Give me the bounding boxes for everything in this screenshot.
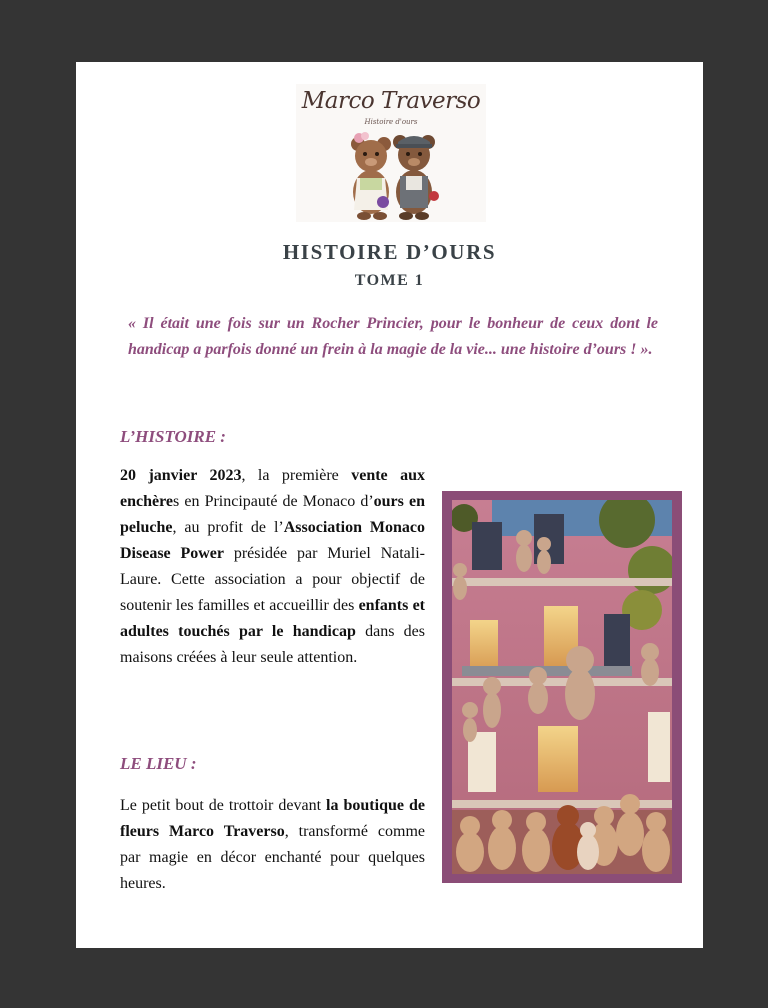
building-teddy-bears-photo (452, 500, 672, 874)
histoire-auction: vente aux enchère (120, 467, 425, 510)
photo-frame (442, 491, 682, 883)
logo-brand-name: Marco Traverso (301, 88, 481, 114)
histoire-text-4: présidée par Muriel Natali-Laure. Cette association a pour objectif de soutenir les familles et accueillir des (120, 545, 426, 614)
histoire-text-5: dans des maisons créées à leur seule attention. (120, 623, 425, 666)
intro-quote: « Il était une fois sur un Rocher Princier, pour le bonheur de ceux dont le handicap a parfois donné un frein à la magie de la vie... une histoire d’ours ! ». (128, 315, 658, 358)
logo-tagline: Histoire d'ours (364, 118, 418, 126)
lieu-text-2: , transformé comme par magie en décor enchanté pour quelques heures. (120, 823, 425, 892)
page-subtitle: TOME 1 (354, 272, 425, 289)
histoire-text-2: s en Principauté de Monaco d’ (173, 493, 374, 510)
histoire-association: Association Monaco Disease Power (120, 519, 425, 562)
histoire-beneficiaries: enfants et adultes touchés par le handicap (120, 597, 425, 640)
lieu-shop: la boutique de fleurs Marco Traverso (120, 797, 425, 840)
histoire-paragraph (120, 463, 425, 671)
histoire-teddy: ours en peluche (120, 493, 425, 536)
histoire-date: 20 janvier 2023 (120, 467, 242, 484)
histoire-heading: L’HISTOIRE : (120, 427, 226, 446)
histoire-text-3: , au profit de l’ (172, 519, 284, 536)
brand-logo (296, 84, 486, 222)
lieu-paragraph (120, 793, 425, 897)
document-page (76, 62, 703, 948)
lieu-text-1: Le petit bout de trottoir devant (120, 797, 327, 814)
lieu-heading: LE LIEU : (120, 754, 197, 773)
teddy-bears-logo-icon (338, 130, 444, 220)
histoire-text-1: , la première (241, 467, 352, 484)
page-title: HISTOIRE D’OURS (282, 240, 497, 264)
